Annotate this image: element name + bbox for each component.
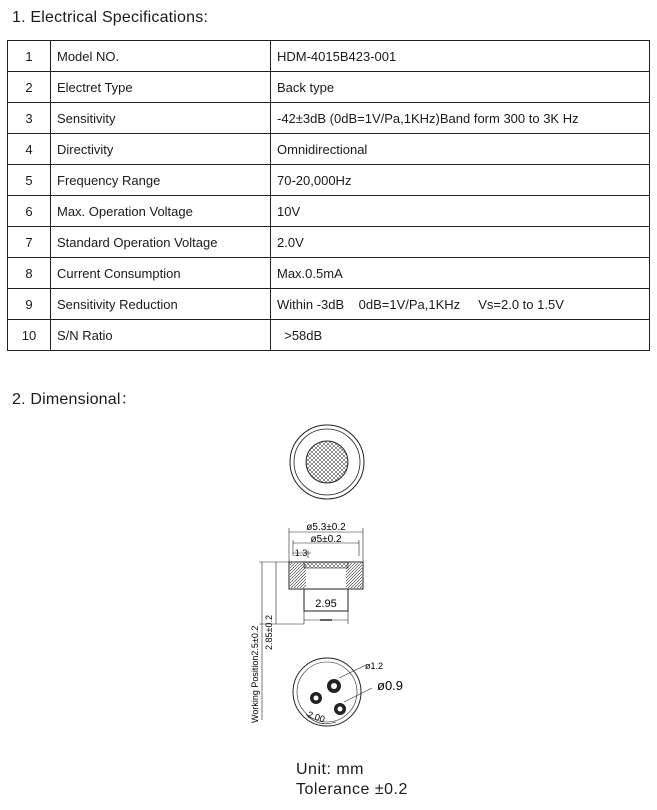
dim-200: 2.00 (306, 709, 327, 725)
bottom-view (293, 658, 372, 726)
dim-height: 2.85±0.2 (264, 615, 274, 650)
spec-number: 2 (8, 72, 51, 103)
spec-parameter: Frequency Range (51, 165, 271, 196)
tolerance-label: Tolerance ±0.2 (296, 781, 408, 798)
spec-row (8, 196, 650, 227)
spec-parameter: Directivity (51, 134, 271, 165)
spec-row (8, 165, 650, 196)
spec-value: 10V (271, 196, 650, 227)
dim-295: 2.95 (315, 598, 337, 610)
dim-inner: ø5±0.2 (310, 534, 342, 545)
dim-09: ø0.9 (377, 678, 404, 693)
top-view (290, 425, 364, 499)
spec-parameter: S/N Ratio (51, 320, 271, 351)
section-title-electrical: 1. Electrical Specifications: (12, 9, 209, 26)
spec-number: 3 (8, 103, 51, 134)
spec-row (8, 258, 650, 289)
spec-number: 6 (8, 196, 51, 227)
spec-number: 5 (8, 165, 51, 196)
spec-number: 4 (8, 134, 51, 165)
spec-value: Max.0.5mA (271, 258, 650, 289)
spec-value: -42±3dB (0dB=1V/Pa,1KHz)Band form 300 to 3K Hz (271, 103, 650, 134)
dim-13: 1.3 (294, 548, 308, 558)
spec-row (8, 41, 650, 72)
section-title-dimensional: 2. Dimensional： (12, 391, 137, 408)
spec-number: 8 (8, 258, 51, 289)
spec-parameter: Max. Operation Voltage (51, 196, 271, 227)
spec-parameter: Model NO. (51, 41, 271, 72)
spec-value: Back type (271, 72, 650, 103)
spec-value: 2.0V (271, 227, 650, 258)
spec-table (7, 40, 650, 351)
spec-row (8, 320, 650, 351)
dim-12: ø1.2 (365, 661, 384, 671)
spec-value: HDM-4015B423-001 (271, 41, 650, 72)
spec-row (8, 289, 650, 320)
spec-number: 10 (8, 320, 51, 351)
dimension-drawing (0, 410, 657, 755)
spec-value: Omnidirectional (271, 134, 650, 165)
spec-parameter: Electret Type (51, 72, 271, 103)
spec-row (8, 103, 650, 134)
dim-working-position: Working Position2.5±0.2 (250, 625, 260, 723)
spec-row (8, 227, 650, 258)
spec-number: 9 (8, 289, 51, 320)
spec-number: 1 (8, 41, 51, 72)
spec-value: Within -3dB 0dB=1V/Pa,1KHz Vs=2.0 to 1.5V (271, 289, 650, 320)
spec-number: 7 (8, 227, 51, 258)
spec-row (8, 134, 650, 165)
unit-label: Unit: mm (296, 761, 364, 778)
spec-row (8, 72, 650, 103)
dim-outer: ø5.3±0.2 (306, 522, 346, 533)
side-view (259, 528, 363, 720)
spec-parameter: Sensitivity Reduction (51, 289, 271, 320)
spec-value: >58dB (271, 320, 650, 351)
spec-parameter: Standard Operation Voltage (51, 227, 271, 258)
spec-value: 70-20,000Hz (271, 165, 650, 196)
spec-parameter: Current Consumption (51, 258, 271, 289)
spec-parameter: Sensitivity (51, 103, 271, 134)
